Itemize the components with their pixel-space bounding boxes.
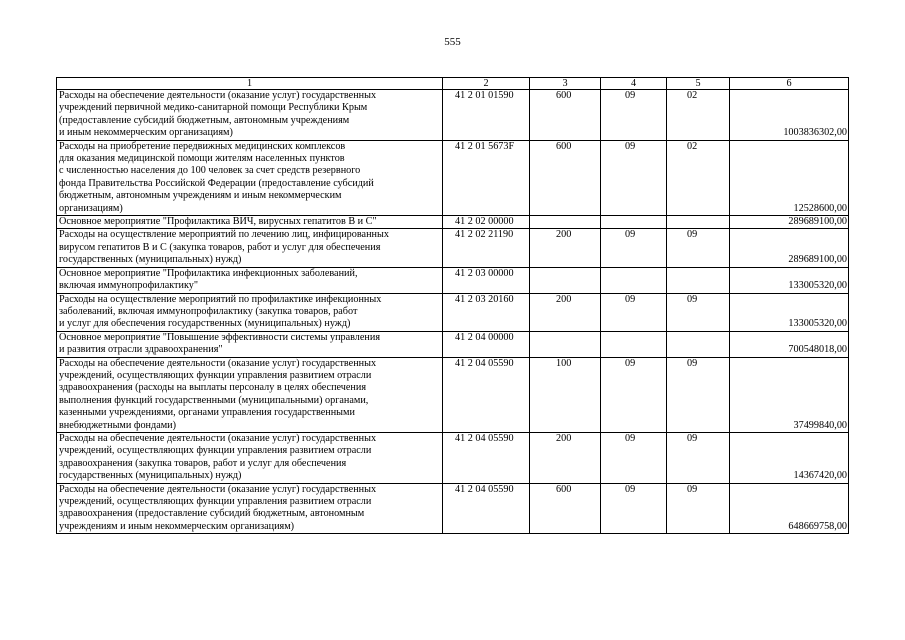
description-line: организациям)	[59, 202, 123, 214]
table-row	[57, 483, 849, 534]
description-line: с численностью населения до 100 человек за счет средств резервного	[59, 165, 361, 177]
row-amount: 648669758,00	[730, 483, 849, 534]
row-expense-type: 600	[530, 483, 601, 534]
description-line: и развития отрасли здравоохранения"	[59, 344, 223, 356]
column-header-2: 2	[443, 78, 530, 90]
description-line: учреждений, осуществляющих функции управления развитием отрасли	[59, 445, 372, 457]
row-target-code: 41 2 04 05590	[443, 483, 530, 534]
description-line: Основное мероприятие "Профилактика ВИЧ, вирусных гепатитов В и С"	[59, 216, 377, 228]
description-line: выполнения функций государственными (муниципальными) органами,	[59, 394, 369, 406]
row-description	[57, 267, 443, 293]
row-subsection	[667, 216, 730, 229]
description-line: Расходы на приобретение передвижных медицинских комплексов	[59, 140, 346, 152]
description-line: для оказания медицинской помощи жителям населенных пунктов	[59, 153, 345, 165]
row-amount: 133005320,00	[730, 293, 849, 331]
row-section: 09	[601, 229, 667, 267]
budget-table	[56, 77, 849, 534]
row-target-code: 41 2 02 00000	[443, 216, 530, 229]
description-line: бюджетным, автономным учреждениям и иным некоммерческим	[59, 190, 342, 202]
row-subsection: 09	[667, 357, 730, 432]
description-line: внебюджетными фондами)	[59, 419, 177, 431]
table-row	[57, 90, 849, 141]
row-target-code: 41 2 01 01590	[443, 90, 530, 141]
row-expense-type: 200	[530, 432, 601, 483]
table-row	[57, 267, 849, 293]
row-subsection: 02	[667, 90, 730, 141]
row-expense-type: 100	[530, 357, 601, 432]
description-line: Расходы на осуществление мероприятий по лечению лиц, инфицированных	[59, 229, 389, 241]
row-expense-type: 200	[530, 293, 601, 331]
row-section	[601, 331, 667, 357]
description-line: Расходы на осуществление мероприятий по профилактике инфекционных	[59, 293, 382, 305]
row-expense-type: 600	[530, 90, 601, 141]
row-subsection: 09	[667, 229, 730, 267]
row-expense-type	[530, 267, 601, 293]
page-number: 555	[444, 36, 461, 48]
table-row	[57, 140, 849, 215]
row-section	[601, 267, 667, 293]
description-line: здравоохранения (закупка товаров, работ и услуг для обеспечения	[59, 457, 347, 469]
description-line: и иным некоммерческим организациям)	[59, 127, 233, 139]
row-amount: 1003836302,00	[730, 90, 849, 141]
description-line: государственных (муниципальных) нужд)	[59, 470, 242, 482]
row-expense-type	[530, 331, 601, 357]
row-section: 09	[601, 293, 667, 331]
row-section	[601, 216, 667, 229]
row-subsection: 09	[667, 432, 730, 483]
table-row	[57, 216, 849, 229]
row-amount: 133005320,00	[730, 267, 849, 293]
row-target-code: 41 2 03 00000	[443, 267, 530, 293]
description-line: Расходы на обеспечение деятельности (оказание услуг) государственных	[59, 432, 377, 444]
description-line: учреждений, осуществляющих функции управления развитием отрасли	[59, 369, 372, 381]
row-section: 09	[601, 140, 667, 215]
row-subsection	[667, 331, 730, 357]
row-description	[57, 140, 443, 215]
row-description	[57, 432, 443, 483]
row-target-code: 41 2 04 00000	[443, 331, 530, 357]
row-description	[57, 293, 443, 331]
row-expense-type: 600	[530, 140, 601, 215]
description-line: Расходы на обеспечение деятельности (оказание услуг) государственных	[59, 357, 377, 369]
row-amount: 12528600,00	[730, 140, 849, 215]
row-target-code: 41 2 04 05590	[443, 357, 530, 432]
table-row	[57, 432, 849, 483]
description-line: вирусом гепатитов В и С (закупка товаров, работ и услуг для обеспечения	[59, 241, 381, 253]
row-description	[57, 90, 443, 141]
row-section: 09	[601, 432, 667, 483]
row-amount: 289689100,00	[730, 229, 849, 267]
description-line: государственных (муниципальных) нужд)	[59, 254, 242, 266]
row-section: 09	[601, 483, 667, 534]
row-target-code: 41 2 03 20160	[443, 293, 530, 331]
description-line: заболеваний, включая иммунопрофилактику (закупка товаров, работ	[59, 305, 358, 317]
table-row	[57, 357, 849, 432]
description-line: учреждений, осуществляющих функции управления развитием отрасли	[59, 496, 372, 507]
row-description	[57, 357, 443, 432]
row-description	[57, 216, 443, 229]
description-line: учреждениям и иным некоммерческим организациям)	[59, 520, 295, 532]
row-amount: 289689100,00	[730, 216, 849, 229]
description-line: учреждений первичной медико-санитарной помощи Республики Крым	[59, 102, 368, 114]
column-header-3: 3	[530, 78, 601, 90]
description-line: здравоохранения (расходы на выплаты персоналу в целях обеспечения	[59, 382, 367, 394]
column-number-row	[57, 78, 849, 90]
column-header-5: 5	[667, 78, 730, 90]
row-amount: 14367420,00	[730, 432, 849, 483]
row-section: 09	[601, 357, 667, 432]
description-line: включая иммунопрофилактику"	[59, 280, 199, 292]
column-header-1: 1	[57, 78, 443, 90]
row-amount: 37499840,00	[730, 357, 849, 432]
description-line: фонда Правительства Российской Федерации (предоставление субсидий	[59, 177, 374, 189]
description-line: Основное мероприятие "Повышение эффективности системы управления	[59, 331, 381, 343]
table-body	[57, 90, 849, 534]
row-target-code: 41 2 01 5673F	[443, 140, 530, 215]
row-subsection: 09	[667, 293, 730, 331]
description-line: казенными учреждениями, органами управления государственными	[59, 407, 355, 419]
row-expense-type: 200	[530, 229, 601, 267]
description-line: здравоохранения (предоставление субсидий бюджетным, автономным	[59, 508, 365, 520]
description-line: и услуг для обеспечения государственных (муниципальных) нужд)	[59, 318, 351, 330]
description-line: Расходы на обеспечение деятельности (оказание услуг) государственных	[59, 483, 377, 495]
row-description	[57, 483, 443, 534]
row-subsection: 02	[667, 140, 730, 215]
row-subsection: 09	[667, 483, 730, 534]
description-line: Расходы на обеспечение деятельности (оказание услуг) государственных	[59, 90, 377, 101]
row-subsection	[667, 267, 730, 293]
row-target-code: 41 2 02 21190	[443, 229, 530, 267]
column-header-6: 6	[730, 78, 849, 90]
row-amount: 700548018,00	[730, 331, 849, 357]
row-expense-type	[530, 216, 601, 229]
column-header-4: 4	[601, 78, 667, 90]
row-section: 09	[601, 90, 667, 141]
table-row	[57, 331, 849, 357]
table-row	[57, 229, 849, 267]
row-description	[57, 229, 443, 267]
description-line: (предоставление субсидий бюджетным, автономным учреждениям	[59, 114, 350, 126]
row-description	[57, 331, 443, 357]
description-line: Основное мероприятие "Профилактика инфекционных заболеваний,	[59, 267, 358, 279]
row-target-code: 41 2 04 05590	[443, 432, 530, 483]
table-row	[57, 293, 849, 331]
